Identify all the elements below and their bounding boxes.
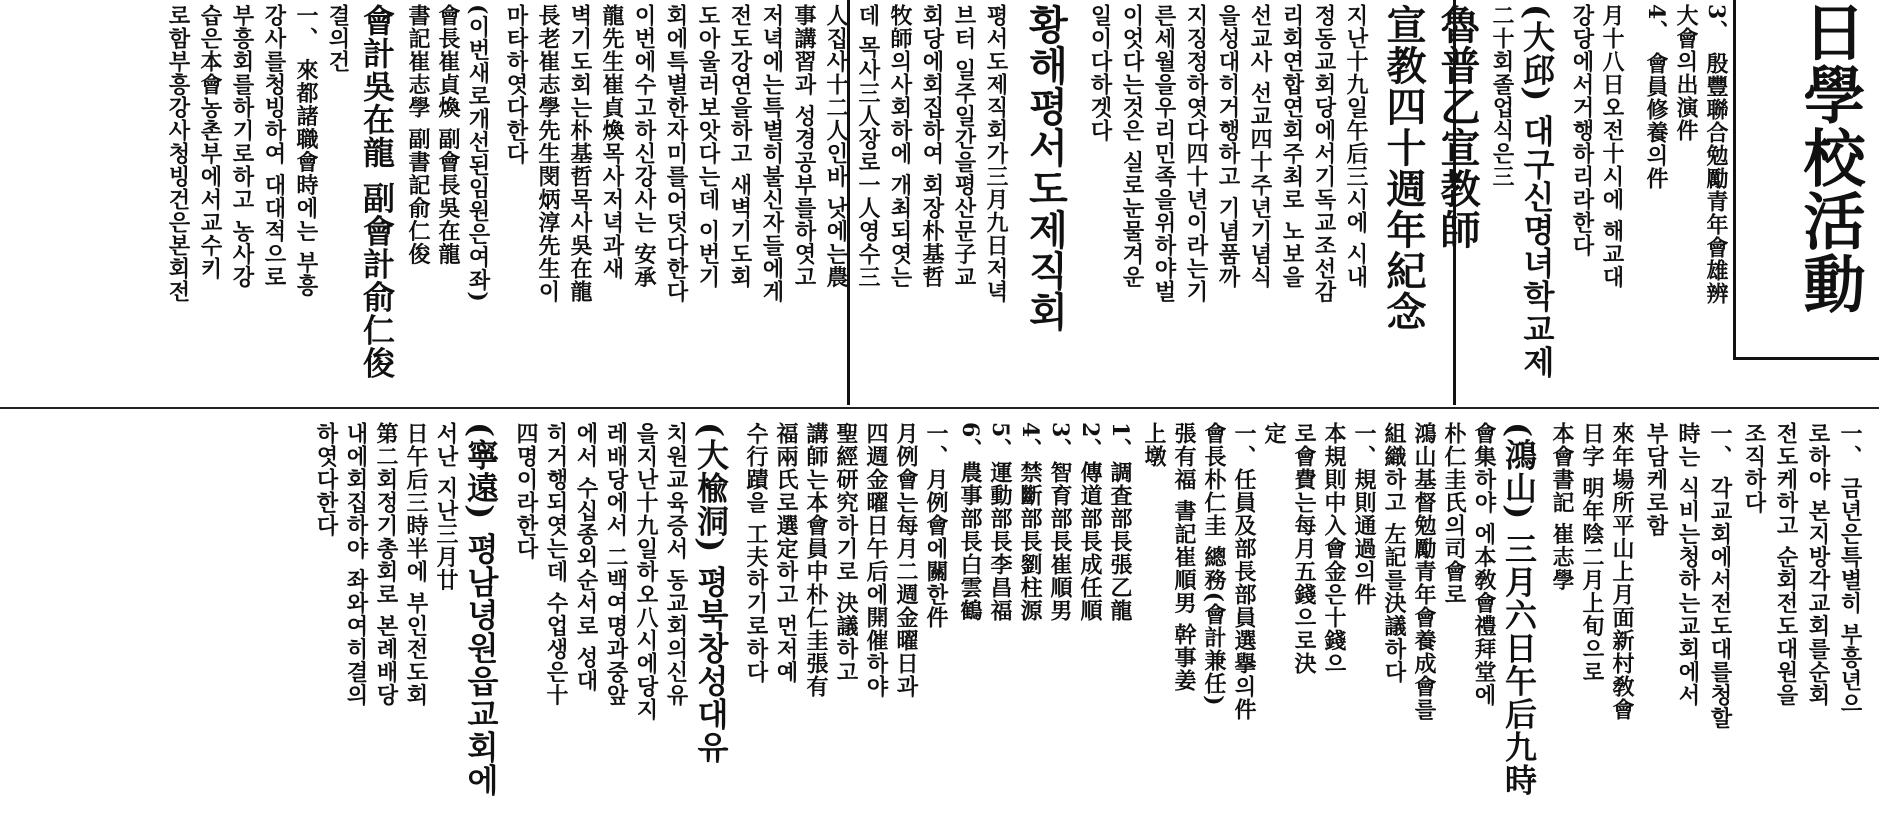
text-column: 事講習과 성경공부를하엿고	[791, 4, 817, 289]
dateline: (大邱) 대구신명녀학교제	[1518, 4, 1556, 379]
text-column: 히거행되엿는데 수업생은十	[543, 422, 569, 707]
text-column: 來年場所平山上月面新村敎會	[1609, 422, 1635, 721]
text-column: 수行蹟을 工夫하기로하다	[743, 422, 769, 684]
text-column: 전도강연을하고 새벽기도회	[727, 4, 753, 289]
list-item: 2、傳道部長成任順	[1077, 422, 1103, 623]
text-column: 上墩	[1141, 422, 1167, 468]
text-column: 四명이라한다	[513, 422, 539, 560]
text-column: 도아울러보앗다는데 이번기	[695, 4, 721, 289]
text-column: 서난 지난三月廿	[433, 422, 459, 592]
text-column: 福兩氏로選定하고 먼저예	[773, 422, 799, 684]
dateline: (寧遠) 평남녕원읍교회에	[462, 422, 500, 797]
bottom-row	[0, 418, 1879, 825]
text-column: 레배당에서 二백여명과중앞	[603, 422, 629, 707]
text-column: 人집사十二人인바 낫에는農	[823, 4, 849, 289]
text-column: 一、 각교회에서전도대를청할	[1707, 422, 1733, 730]
text-column: 一、 금년은특별히 부흥년으	[1837, 422, 1863, 716]
text-column: 朴仁圭氏의司會로	[1441, 422, 1467, 606]
text-column: 하엿다한다	[313, 422, 339, 537]
text-column: 二十회졸업식은三	[1489, 4, 1515, 188]
text-column: 로함부흥강사청빙건은본회전	[165, 4, 191, 303]
article-headline: 황해평서도제직회	[1022, 4, 1069, 332]
officer-line: (이번새로개선된임원은여좌)	[465, 4, 491, 303]
text-column: 組織하고 左記를決議하다	[1381, 422, 1407, 684]
officer-line: 書記崔志學 副書記俞仁俊	[405, 4, 431, 266]
page-title: 日學校活動	[1793, 0, 1866, 315]
text-column: 회당에회집하여 회장朴基哲	[919, 4, 945, 289]
agenda-item: 大會의出演件	[1673, 4, 1699, 142]
text-column: 정동교회당에서기독교조선감	[1311, 4, 1337, 303]
text-column: 회에특별한자미를어덧다한다	[663, 4, 689, 303]
list-item: 4、禁斷部長劉柱源	[1017, 422, 1043, 623]
text-column: 會長朴仁圭 總務(會計兼任)	[1201, 422, 1227, 707]
text-column: 마타하엿다한다	[503, 4, 529, 165]
list-item: 3、智育部長崔順男	[1047, 422, 1073, 623]
text-column: 一、規則通過의件	[1351, 422, 1377, 606]
text-column: 一、 來都諸職會時에는 부흥	[293, 4, 319, 298]
text-column: 부담케로함	[1643, 422, 1669, 537]
text-column: 會集하야 에本敎會禮拜堂에	[1471, 422, 1497, 707]
list-item: 6、農事部長白雲鶴	[957, 422, 983, 623]
text-column: 一、任員及部長部員選擧의件	[1231, 422, 1257, 721]
text-column: 第二회정기총회로 본례배당	[373, 422, 399, 707]
text-column: 定	[1261, 422, 1287, 445]
text-column: 이번에수고하신강사는 安承	[631, 4, 657, 289]
list-item: 1、調査部長張乙龍	[1107, 422, 1133, 623]
top-row	[0, 0, 1879, 405]
list-item: 5、運動部長李昌福	[987, 422, 1013, 623]
text-column: 벽기도회는朴基哲목사吳在龍	[567, 4, 593, 303]
text-column: 평서도제직회가三月九日저녁	[983, 4, 1009, 303]
text-column: 月十八日오전十시에 해교대	[1599, 4, 1625, 289]
text-column: 전도케하고 순회전도대원을	[1773, 422, 1799, 707]
text-column: 습은本會농촌부에서교수키	[197, 4, 223, 280]
text-column: 로하야 본지방각교회를순회	[1805, 422, 1831, 707]
agenda-item: 3、 殷豐聯合勉勵青年會雄辨	[1703, 4, 1729, 305]
text-column: 부흥회를하기로하고 농사강	[229, 4, 255, 289]
text-column: 을성대히거행하고 기념품까	[1215, 4, 1241, 289]
agenda-item: 4、 會員修養의件	[1643, 4, 1669, 190]
text-column: 이엇다는것은 실로눈물겨운	[1119, 4, 1145, 289]
text-column: 조직하다	[1741, 422, 1767, 514]
text-column: 결의건	[325, 4, 351, 73]
text-column: 一、月例會에關한件	[923, 422, 949, 629]
text-column: 른세월을우리민족을위하야벌	[1151, 4, 1177, 303]
text-column: 데 목사三人장로一人영수三	[855, 4, 881, 289]
text-column: 時는 식비는청하는교회에서	[1675, 422, 1701, 707]
text-column: 강당에서거행하리라한다	[1569, 4, 1595, 257]
article-headline: 宣教四十週年紀念	[1380, 4, 1427, 332]
text-column: 리회연합연회주최로 노보을	[1279, 4, 1305, 289]
text-column: 내에회집하야 좌와여히결의	[343, 422, 369, 707]
text-column: 선교사 선교四十주년기념식	[1247, 4, 1273, 289]
text-column: 로會費는每月五錢으로決	[1291, 422, 1317, 675]
article-headline: 魯普乙宣教師	[1434, 4, 1481, 250]
text-column: 지징정하엿다四十년이라는기	[1183, 4, 1209, 303]
dateline: (鴻山) 三月六日午后九時	[1500, 422, 1538, 797]
text-column: 치원교육증서 동교회의신유	[663, 422, 689, 707]
text-column: 브터 일주일간을평산문子교	[951, 4, 977, 289]
text-column: 日字 明年陰二月上旬으로	[1579, 422, 1605, 684]
section-heading: 會計吳在龍 副會計俞仁俊	[358, 4, 396, 380]
text-column: 長老崔志學先生閔炳淳先生이	[535, 4, 561, 303]
text-column: 鴻山基督勉勵青年會養成會를	[1411, 422, 1437, 721]
text-column: 강사를청빙하여 대대적으로	[261, 4, 287, 289]
text-column: 저녁에는특별히불신자들에게	[759, 4, 785, 303]
text-column: 龍先生崔貞煥목사저녁과새	[599, 4, 625, 280]
officer-line: 會長崔貞煥 副會長吳在龍	[435, 4, 461, 266]
text-column: 지난十九일午后三시에 시내	[1343, 4, 1369, 289]
text-column: 에서 수십종외순서로 성대	[573, 422, 599, 693]
text-column: 張有福 書記崔順男 幹事姜	[1171, 422, 1197, 693]
text-column: 日午后三時半에 부인전도회	[403, 422, 429, 707]
text-column: 牧師의사회하에 개최되엿는	[887, 4, 913, 289]
text-column: 講師는本會員中朴仁圭張有	[803, 422, 829, 698]
text-column: 일이다하겟다	[1087, 4, 1113, 142]
dateline: (大楡洞) 평북창성대유	[692, 422, 730, 764]
text-column: 月例會는每月二週金曜日과	[893, 422, 919, 698]
text-column: 四週金曜日午后에開催하야	[863, 422, 889, 698]
text-column: 을지난十九일하오八시에당지	[633, 422, 659, 721]
text-column: 本規則中入會金은十錢으	[1321, 422, 1347, 675]
text-column: 本會書記 崔志學	[1549, 422, 1575, 592]
row-divider	[0, 407, 1879, 409]
text-column: 聖經研究하기로 決議하고	[833, 422, 859, 684]
